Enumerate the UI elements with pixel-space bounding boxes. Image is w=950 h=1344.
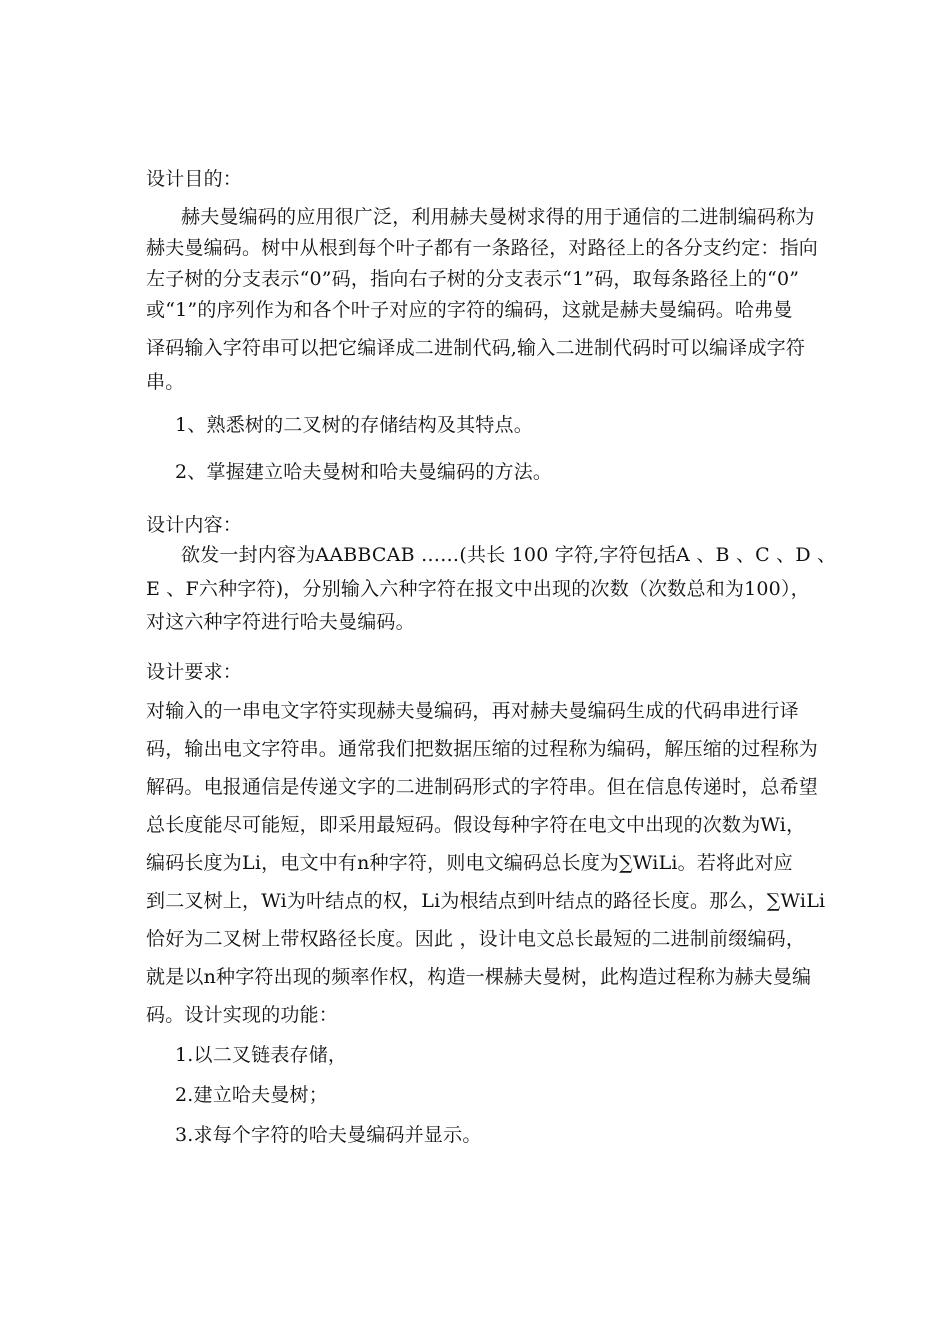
requirements-paragraph-line: 码。设计实现的功能：: [146, 1004, 339, 1026]
requirements-paragraph-line: 对输入的一串电文字符实现赫夫曼编码，再对赫夫曼编码生成的代码串进行译: [146, 700, 799, 722]
purpose-paragraph-line: 赫夫曼编码的应用很广泛，利用赫夫曼树求得的用于通信的二进制编码称为: [181, 206, 815, 228]
requirements-paragraph-line: 解码。电报通信是传递文字的二进制码形式的字符串。但在信息传递时，总希望: [146, 776, 819, 798]
requirements-list-item: 2.建立哈夫曼树；: [175, 1084, 328, 1106]
requirements-list-item: 3.求每个字符的哈夫曼编码并显示。: [175, 1124, 482, 1146]
requirements-list-item: 1.以二叉链表存储，: [175, 1044, 348, 1066]
purpose-paragraph-line: 左子树的分支表示“0”码，指向右子树的分支表示“1”码，取每条路径上的“0”: [146, 268, 800, 290]
content-paragraph-line: 对这六种字符进行哈夫曼编码。: [146, 611, 415, 633]
section-heading-content: 设计内容：: [146, 514, 243, 536]
requirements-paragraph-line: 编码长度为Li，电文中有n种字符，则电文编码总长度为∑WiLi。若将此对应: [146, 852, 793, 874]
purpose-paragraph-line: 赫夫曼编码。树中从根到每个叶子都有一条路径，对路径上的各分支约定：指向: [146, 237, 819, 259]
purpose-paragraph-line: 译码输入字符串可以把它编译成二进制代码,输入二进制代码时可以编译成字符: [146, 337, 806, 359]
content-paragraph-line: 欲发一封内容为AABBCAB ……(共长 100 字符,字符包括A 、B 、C 、D 、: [181, 544, 837, 566]
section-heading-purpose: 设计目的：: [146, 168, 243, 190]
section-heading-requirements: 设计要求：: [146, 661, 243, 683]
requirements-paragraph-line: 恰好为二叉树上带权路径长度。因此 ，设计电文总长最短的二进制前缀编码，: [146, 928, 806, 950]
requirements-paragraph-line: 码，输出电文字符串。通常我们把数据压缩的过程称为编码，解压缩的过程称为: [146, 738, 819, 760]
requirements-paragraph-line: 到二叉树上，Wi为叶结点的权，Li为根结点到叶结点的路径长度。那么，∑WiLi: [146, 890, 826, 912]
requirements-paragraph-line: 就是以n种字符出现的频率作权，构造一棵赫夫曼树，此构造过程称为赫夫曼编: [146, 966, 812, 988]
purpose-paragraph-line: 或“1”的序列作为和各个叶子对应的字符的编码，这就是赫夫曼编码。哈弗曼: [146, 299, 793, 321]
purpose-list-item: 1、熟悉树的二叉树的存储结构及其特点。: [175, 414, 533, 436]
requirements-paragraph-line: 总长度能尽可能短，即采用最短码。假设每种字符在电文中出现的次数为Wi，: [146, 814, 806, 836]
purpose-paragraph-line: 串。: [146, 371, 185, 393]
purpose-list-item: 2、掌握建立哈夫曼树和哈夫曼编码的方法。: [175, 461, 553, 483]
content-paragraph-line: E 、F六种字符)，分别输入六种字符在报文中出现的次数（次数总和为100），: [146, 578, 810, 600]
